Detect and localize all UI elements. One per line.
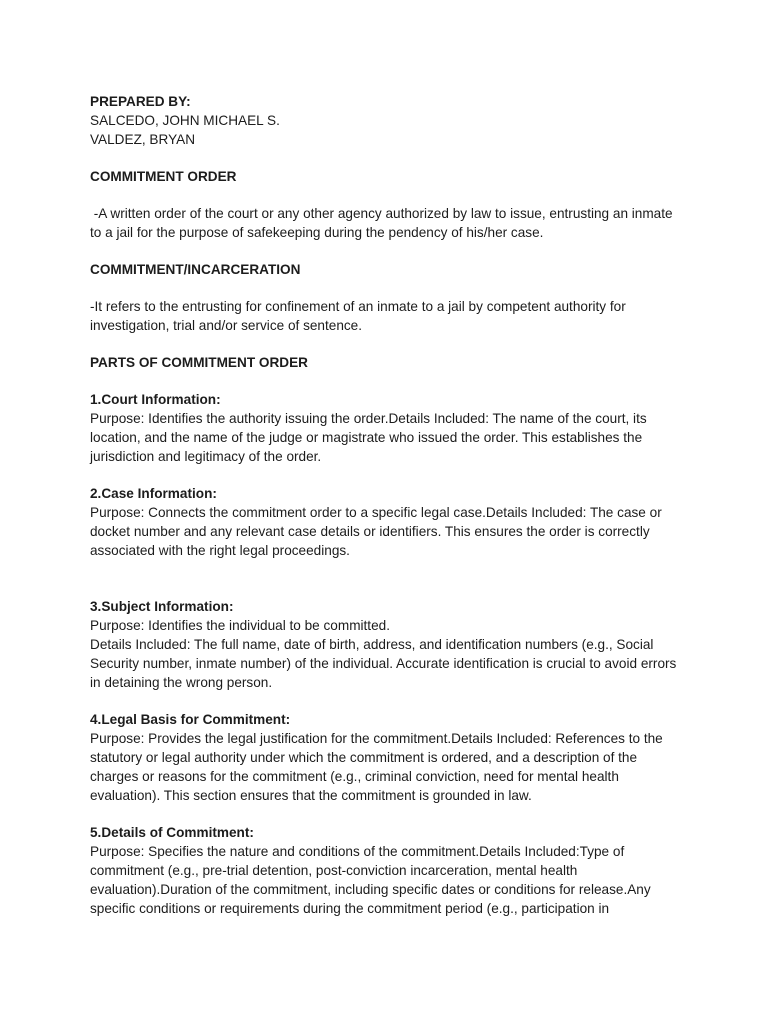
document-content	[90, 92, 680, 918]
part-item	[90, 390, 680, 466]
prepared-by-heading: PREPARED BY:	[90, 94, 191, 109]
author-name: VALDEZ, BRYAN	[90, 132, 196, 147]
part-title: 2.Case Information:	[90, 486, 217, 501]
part-item	[90, 710, 680, 805]
part-item	[90, 484, 680, 560]
commitment-incarceration-heading-block	[90, 260, 680, 279]
part-body: Purpose: Connects the commitment order to a specific legal case.Details Included: The case or docket number and any relevant case details or identifiers. This ensures the order is correctly associated with the right legal proceedings.	[90, 505, 662, 558]
definition-paragraph: -A written order of the court or any other agency authorized by law to issue, entrusting an inmate to a jail for the purpose of safekeeping during the pendency of his/her case.	[90, 206, 677, 240]
part-item	[90, 597, 680, 692]
part-title: 5.Details of Commitment:	[90, 825, 254, 840]
part-body: Purpose: Identifies the authority issuing the order.Details Included: The name of the court, its location, and the name of the judge or magistrate who issued the order. This establishes the jurisdiction and legitimacy of the order.	[90, 411, 647, 464]
commitment-order-heading-block	[90, 167, 680, 186]
section-heading: PARTS OF COMMITMENT ORDER	[90, 355, 308, 370]
part-item	[90, 823, 680, 918]
part-title: 1.Court Information:	[90, 392, 221, 407]
section-heading: COMMITMENT/INCARCERATION	[90, 262, 301, 277]
prepared-by-section	[90, 92, 680, 149]
section-heading: COMMITMENT ORDER	[90, 169, 237, 184]
commitment-order-definition-block	[90, 204, 680, 242]
part-body: Details Included: The full name, date of birth, address, and identification numbers (e.g., Social Security number, inmate number) of the individual. Accurate identification is crucial to avoid errors in detaining the wrong person.	[90, 637, 677, 690]
part-body: Purpose: Specifies the nature and conditions of the commitment.Details Included:Type of commitment (e.g., pre-trial detention, post-conviction incarceration, mental health evaluation).Duration of the commitment, including specific dates or conditions for release.Any specific conditions or requirements during the commitment period (e.g., participation in	[90, 844, 651, 916]
part-body: Purpose: Provides the legal justification for the commitment.Details Included: References to the statutory or legal authority under which the commitment is ordered, and a description of the charges or reasons for the commitment (e.g., criminal conviction, need for mental health evaluation). This section ensures that the commitment is grounded in law.	[90, 731, 663, 803]
part-title: 4.Legal Basis for Commitment:	[90, 712, 291, 727]
parts-heading-block	[90, 353, 680, 372]
commitment-incarceration-definition-block	[90, 297, 680, 335]
part-body: Purpose: Identifies the individual to be committed.	[90, 618, 390, 633]
definition-paragraph: -It refers to the entrusting for confinement of an inmate to a jail by competent authority for investigation, trial and/or service of sentence.	[90, 299, 626, 333]
part-title: 3.Subject Information:	[90, 599, 234, 614]
author-name: SALCEDO, JOHN MICHAEL S.	[90, 113, 280, 128]
